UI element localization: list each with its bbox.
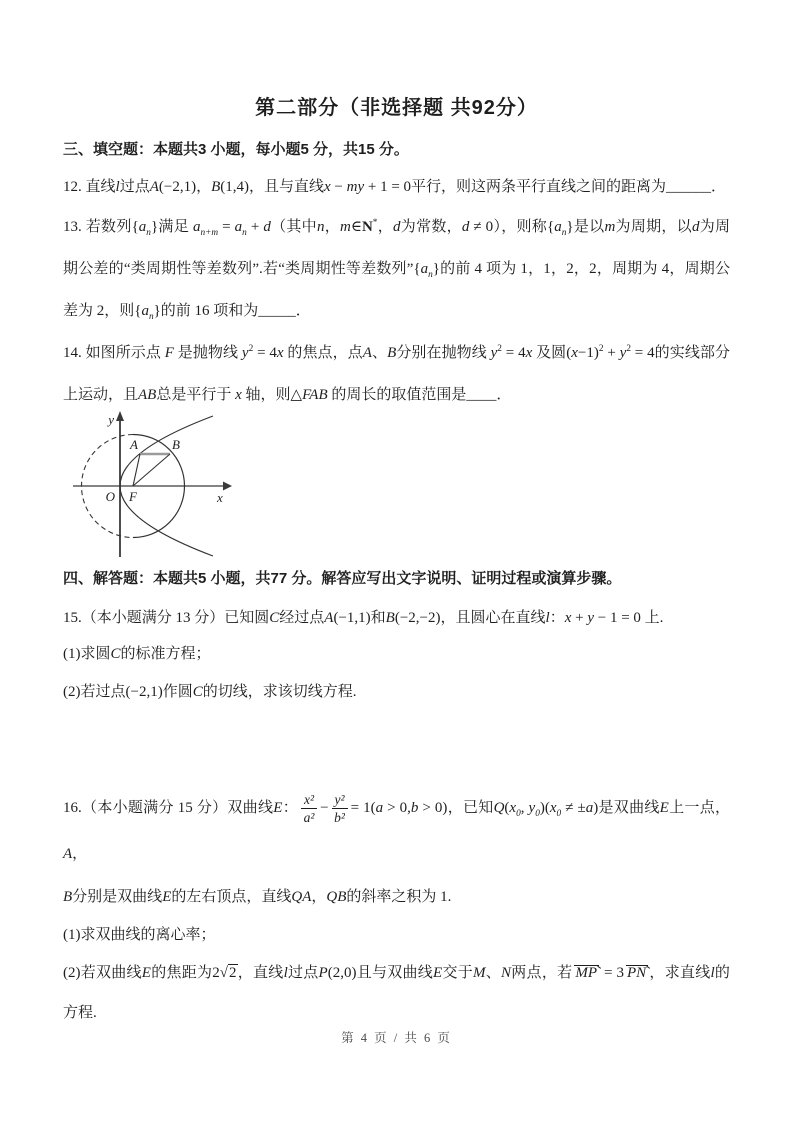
section-4-heading: 四、解答题：本题共5 小题，共77 分。解答应写出文字说明、证明过程或演算步骤。 — [63, 570, 622, 587]
q14-figure — [71, 410, 730, 563]
label-x-axis: x — [217, 490, 223, 505]
question-14: 14. 如图所示点 F 是抛物线 $y^2 = 4x$ 的焦点，点A、B分别在抛物线 $y^2 = 4x$ 及圆$(x-1)^2 + y^2 = 4$的实线部分上运动，且AB总是平行于 x 轴，则△FAB 的周长的取值范围是____． — [63, 344, 730, 403]
page-title: 第二部分（非选择题 共92分） — [255, 97, 538, 119]
label-point-b: B — [172, 437, 180, 452]
x-axis-arrow-icon — [223, 482, 232, 491]
question-15-stem: 15.（本小题满分 13 分）已知圆C经过点A(−1,1)和B(−2,−2)，且圆心在直线l：x + y − 1 = 0 上. — [63, 610, 664, 626]
question-16-item-2: (2)若双曲线E的焦距为2√2，直线l过点P(2,0)且与双曲线E交于M、N两点，若 MP = 3 PN ，求直线l的方程. — [63, 965, 730, 1021]
label-point-a: A — [130, 437, 138, 452]
question-13: 13. 若数列$\{a_n\}$满足 $a_{n+m} = a_n + d$（其中n，m∈N*，d为常数，d ≠ 0），则称$\{a_n\}$是以m为周期，以d为周期公差的“类周期性等差数列”.若“类周期性等差数列$”\{a_n\}$的前 4 项为 1，1，2，2，周期为 4，周期公差为 2，则$\{a_n\}$的前 16 项和为_____． — [63, 218, 730, 322]
q14-figure-svg — [71, 410, 235, 558]
page-number-indicator: 第 4 页 / 共 6 页 — [341, 1031, 452, 1045]
question-16-item-1: (1)求双曲线的离心率； — [63, 927, 216, 943]
question-15-item-1: (1)求圆C的标准方程； — [63, 646, 211, 662]
label-focus-f: F — [129, 489, 137, 504]
question-16-stem-line-2: B分别是双曲线E的左右顶点，直线QA，QB的斜率之积为 1. — [63, 889, 452, 905]
y-axis-arrow-icon — [116, 411, 124, 421]
label-y-axis: y — [108, 412, 114, 427]
question-12: 12. 直线l过点A(−2,1)，B(1,4)，且与直线x − my + 1 = 0平行，则这两条平行直线之间的距离为______． — [63, 179, 727, 195]
question-15-item-2: (2)若过点(−2,1)作圆C的切线，求该切线方程. — [63, 684, 357, 700]
section-3-heading: 三、填空题：本题共3 小题，每小题5 分，共15 分。 — [63, 141, 409, 158]
label-origin: O — [105, 489, 115, 504]
question-16-stem-line-1: 16.（本小题满分 15 分）双曲线E： $\frac{\text{x²}}{\text{a²}}$ − $\frac{\text{y²}}{\text{b²}}$ = 1(a > 0,b > 0)，已知$Q(x_0$, $y_0)(x_0 \ne \pm a)$是双曲线E上一点，A， — [63, 791, 730, 862]
